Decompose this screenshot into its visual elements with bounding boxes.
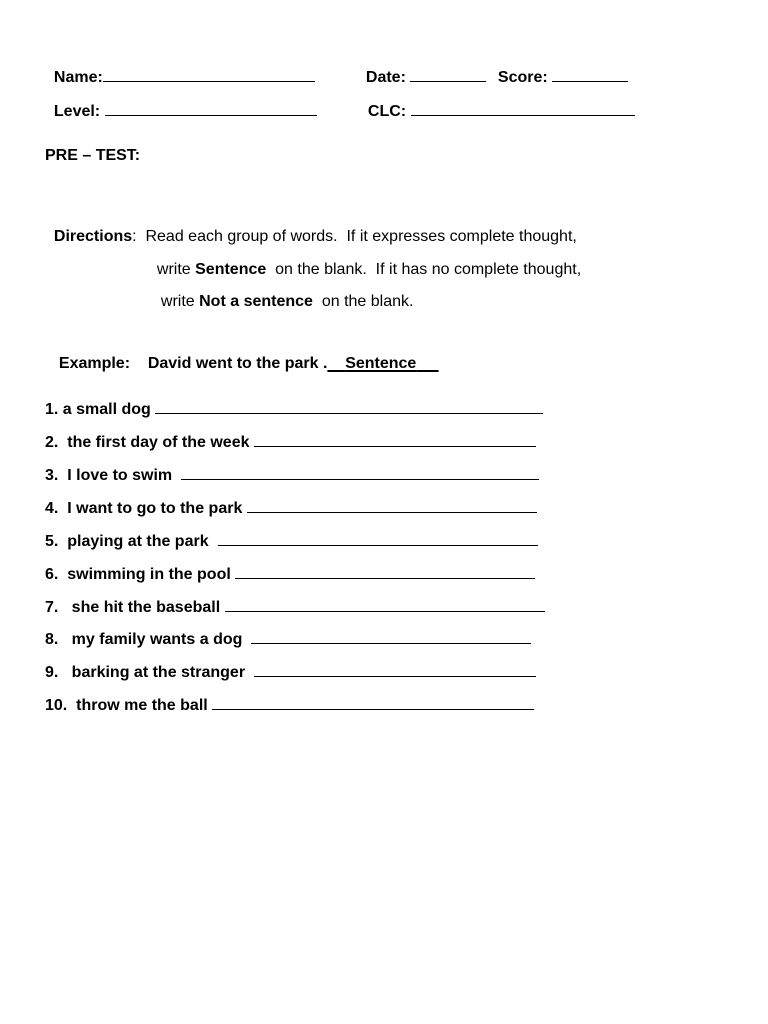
list-item (45, 498, 537, 519)
directions-text-1: : Read each group of words. If it expresses complete thought, (132, 228, 577, 245)
item-text: 8. my family wants a dog (45, 631, 243, 648)
date-label: Date: (365, 69, 406, 86)
answer-blank[interactable] (225, 597, 545, 612)
score-label: Score: (497, 69, 548, 86)
clc-field[interactable] (359, 81, 635, 122)
level-field[interactable] (45, 81, 317, 122)
example-text: David went to the park . (147, 355, 328, 372)
list-item (45, 597, 545, 618)
answer-blank[interactable] (235, 564, 535, 579)
list-item (45, 564, 535, 585)
example-label: Example: (58, 355, 131, 372)
answer-blank[interactable] (155, 399, 543, 414)
item-text: 6. swimming in the pool (45, 566, 231, 583)
example-row (50, 334, 439, 374)
answer-blank[interactable] (254, 662, 536, 677)
list-item (45, 695, 534, 716)
level-label: Level: (53, 103, 101, 120)
date-blank[interactable] (410, 67, 486, 82)
directions-keyword-sentence: Sentence (195, 261, 267, 278)
item-text: 4. I want to go to the park (45, 500, 243, 517)
list-item (45, 629, 531, 650)
answer-blank[interactable] (212, 695, 534, 710)
item-text: 10. throw me the ball (45, 697, 208, 714)
item-text: 3. I love to swim (45, 467, 173, 484)
name-blank[interactable] (103, 67, 315, 82)
list-item (45, 399, 543, 420)
directions-text-3b: on the blank. (312, 293, 414, 310)
directions-keyword-not-a-sentence: Not a sentence (199, 293, 313, 310)
directions-line-3 (152, 272, 413, 312)
directions-label: Directions (53, 228, 133, 245)
item-text: 7. she hit the baseball (45, 599, 221, 616)
clc-label: CLC: (367, 103, 407, 120)
answer-blank[interactable] (218, 531, 538, 546)
clc-blank[interactable] (411, 101, 635, 116)
example-answer: Sentence (345, 355, 417, 372)
list-item (45, 531, 538, 552)
list-item (45, 662, 536, 683)
item-text: 2. the first day of the week (45, 434, 250, 451)
answer-blank[interactable] (181, 465, 539, 480)
directions-text-2a: write (156, 261, 196, 278)
list-item (45, 432, 536, 453)
answer-blank[interactable] (254, 432, 536, 447)
item-text: 9. barking at the stranger (45, 664, 246, 681)
directions-text-2b: on the blank. If it has no complete thought, (266, 261, 582, 278)
level-blank[interactable] (105, 101, 317, 116)
directions-text-3a: write (160, 293, 200, 310)
answer-blank[interactable] (247, 498, 537, 513)
item-text: 1. a small dog (45, 401, 151, 418)
list-item (45, 465, 539, 486)
page-title: PRE – TEST: (45, 147, 141, 164)
score-blank[interactable] (552, 67, 628, 82)
item-text: 5. playing at the park (45, 533, 209, 550)
name-label: Name: (53, 69, 103, 86)
answer-blank[interactable] (251, 629, 531, 644)
